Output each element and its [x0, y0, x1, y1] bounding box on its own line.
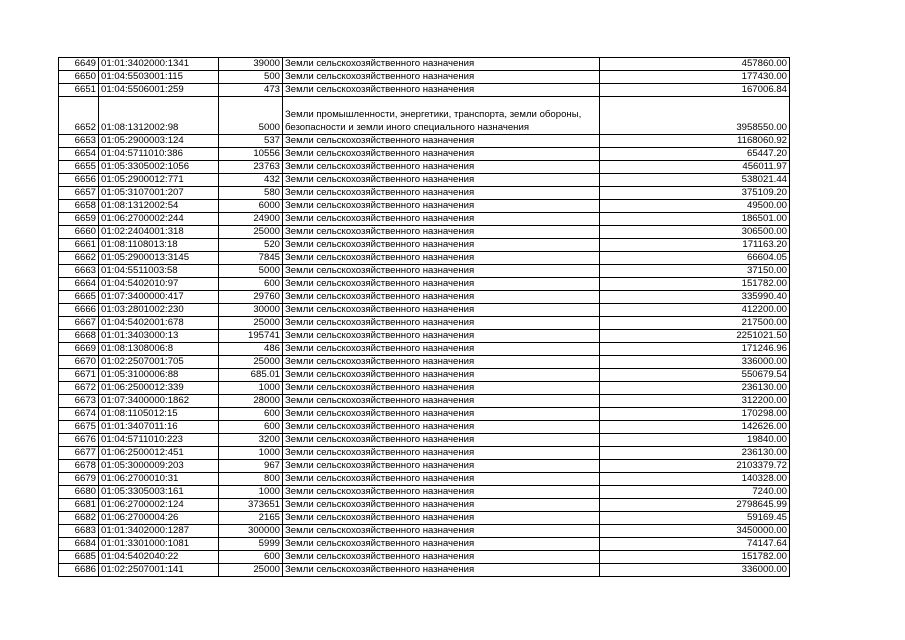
- table-row: [59, 330, 790, 343]
- table-row: [59, 473, 790, 486]
- table-row: [59, 382, 790, 395]
- plot-area: 486: [219, 343, 283, 356]
- table-row: [59, 161, 790, 174]
- land-category: Земли сельскохозяйственного назначения: [283, 421, 600, 434]
- row-number: 6679: [59, 473, 99, 486]
- plot-area: 28000: [219, 395, 283, 408]
- table-row: [59, 265, 790, 278]
- cadastral-number: 01:08:1108013:18: [99, 239, 219, 252]
- row-number: 6675: [59, 421, 99, 434]
- land-category: Земли сельскохозяйственного назначения: [283, 135, 600, 148]
- table-row: [59, 421, 790, 434]
- plot-area: 25000: [219, 356, 283, 369]
- row-number: 6671: [59, 369, 99, 382]
- cadastral-value: 171163.20: [600, 239, 790, 252]
- cadastral-number: 01:08:1312002:98: [99, 97, 219, 135]
- plot-area: 1000: [219, 447, 283, 460]
- plot-area: 10556: [219, 148, 283, 161]
- cadastral-value: 312200.00: [600, 395, 790, 408]
- cadastral-value: 538021.44: [600, 174, 790, 187]
- plot-area: 3200: [219, 434, 283, 447]
- cadastral-number: 01:06:2700004:26: [99, 512, 219, 525]
- table-row: [59, 252, 790, 265]
- row-number: 6680: [59, 486, 99, 499]
- cadastral-value: 456011.97: [600, 161, 790, 174]
- cadastral-value: 306500.00: [600, 226, 790, 239]
- plot-area: 432: [219, 174, 283, 187]
- cadastral-number: 01:06:2500012:339: [99, 382, 219, 395]
- land-category: Земли сельскохозяйственного назначения: [283, 84, 600, 97]
- land-category: Земли сельскохозяйственного назначения: [283, 226, 600, 239]
- cadastral-number: 01:05:2900012:771: [99, 174, 219, 187]
- plot-area: 39000: [219, 58, 283, 71]
- row-number: 6656: [59, 174, 99, 187]
- cadastral-value: 59169.45: [600, 512, 790, 525]
- table-row: [59, 434, 790, 447]
- row-number: 6650: [59, 71, 99, 84]
- cadastral-number: 01:05:3100006:88: [99, 369, 219, 382]
- cadastral-number: 01:02:2507001:705: [99, 356, 219, 369]
- land-category: Земли сельскохозяйственного назначения: [283, 187, 600, 200]
- plot-area: 5999: [219, 538, 283, 551]
- table-row: [59, 84, 790, 97]
- cadastral-number: 01:05:3000009:203: [99, 460, 219, 473]
- row-number: 6665: [59, 291, 99, 304]
- cadastral-value: 65447.20: [600, 148, 790, 161]
- land-category: Земли сельскохозяйственного назначения: [283, 408, 600, 421]
- row-number: 6649: [59, 58, 99, 71]
- land-category: Земли сельскохозяйственного назначения: [283, 395, 600, 408]
- land-plots-table: [58, 57, 790, 577]
- cadastral-value: 375109.20: [600, 187, 790, 200]
- cadastral-number: 01:08:1308006:8: [99, 343, 219, 356]
- land-category: Земли сельскохозяйственного назначения: [283, 252, 600, 265]
- cadastral-value: 550679.54: [600, 369, 790, 382]
- land-category: Земли сельскохозяйственного назначения: [283, 382, 600, 395]
- cadastral-number: 01:01:3402000:1287: [99, 525, 219, 538]
- land-category: Земли сельскохозяйственного назначения: [283, 71, 600, 84]
- cadastral-number: 01:01:3301000:1081: [99, 538, 219, 551]
- row-number: 6673: [59, 395, 99, 408]
- table-row: [59, 395, 790, 408]
- plot-area: 24900: [219, 213, 283, 226]
- plot-area: 600: [219, 421, 283, 434]
- plot-area: 7845: [219, 252, 283, 265]
- cadastral-value: 1168060.92: [600, 135, 790, 148]
- plot-area: 967: [219, 460, 283, 473]
- plot-area: 373651: [219, 499, 283, 512]
- land-category: Земли сельскохозяйственного назначения: [283, 499, 600, 512]
- cadastral-value: 335990.40: [600, 291, 790, 304]
- row-number: 6683: [59, 525, 99, 538]
- land-category: Земли сельскохозяйственного назначения: [283, 473, 600, 486]
- cadastral-number: 01:01:3403000:13: [99, 330, 219, 343]
- land-category: Земли сельскохозяйственного назначения: [283, 447, 600, 460]
- cadastral-number: 01:05:3305003:161: [99, 486, 219, 499]
- table-row: [59, 304, 790, 317]
- cadastral-value: 167006.84: [600, 84, 790, 97]
- plot-area: 195741: [219, 330, 283, 343]
- row-number: 6676: [59, 434, 99, 447]
- land-category: Земли сельскохозяйственного назначения: [283, 564, 600, 577]
- cadastral-number: 01:06:2700002:124: [99, 499, 219, 512]
- land-category: Земли сельскохозяйственного назначения: [283, 304, 600, 317]
- row-number: 6670: [59, 356, 99, 369]
- cadastral-number: 01:06:2700002:244: [99, 213, 219, 226]
- land-category: Земли сельскохозяйственного назначения: [283, 213, 600, 226]
- table-row: [59, 148, 790, 161]
- cadastral-value: 142626.00: [600, 421, 790, 434]
- row-number: 6658: [59, 200, 99, 213]
- plot-area: 600: [219, 408, 283, 421]
- cadastral-value: 217500.00: [600, 317, 790, 330]
- cadastral-number: 01:03:2801002:230: [99, 304, 219, 317]
- row-number: 6659: [59, 213, 99, 226]
- row-number: 6677: [59, 447, 99, 460]
- row-number: 6672: [59, 382, 99, 395]
- land-category: Земли сельскохозяйственного назначения: [283, 330, 600, 343]
- plot-area: 29760: [219, 291, 283, 304]
- cadastral-number: 01:05:3107001:207: [99, 187, 219, 200]
- table-row: [59, 187, 790, 200]
- land-category: Земли сельскохозяйственного назначения: [283, 265, 600, 278]
- cadastral-value: 336000.00: [600, 564, 790, 577]
- cadastral-number: 01:04:5711010:223: [99, 434, 219, 447]
- cadastral-number: 01:04:5402001:678: [99, 317, 219, 330]
- table-row: [59, 71, 790, 84]
- land-category: Земли сельскохозяйственного назначения: [283, 486, 600, 499]
- cadastral-number: 01:07:3400000:1862: [99, 395, 219, 408]
- land-category: Земли сельскохозяйственного назначения: [283, 434, 600, 447]
- land-category: Земли сельскохозяйственного назначения: [283, 291, 600, 304]
- table-row: [59, 512, 790, 525]
- plot-area: 30000: [219, 304, 283, 317]
- row-number: 6657: [59, 187, 99, 200]
- table-row: [59, 356, 790, 369]
- table-row: [59, 486, 790, 499]
- plot-area: 537: [219, 135, 283, 148]
- cadastral-number: 01:07:3400000:417: [99, 291, 219, 304]
- cadastral-number: 01:06:2700010:31: [99, 473, 219, 486]
- row-number: 6653: [59, 135, 99, 148]
- cadastral-number: 01:02:2507001:141: [99, 564, 219, 577]
- cadastral-value: 37150.00: [600, 265, 790, 278]
- cadastral-value: 49500.00: [600, 200, 790, 213]
- table-row: [59, 278, 790, 291]
- plot-area: 1000: [219, 382, 283, 395]
- land-category: Земли сельскохозяйственного назначения: [283, 369, 600, 382]
- table-row: [59, 239, 790, 252]
- row-number: 6654: [59, 148, 99, 161]
- land-category: Земли сельскохозяйственного назначения: [283, 148, 600, 161]
- land-category: Земли сельскохозяйственного назначения: [283, 343, 600, 356]
- row-number: 6668: [59, 330, 99, 343]
- cadastral-number: 01:04:5402040:22: [99, 551, 219, 564]
- cadastral-value: 140328.00: [600, 473, 790, 486]
- cadastral-value: 171246.96: [600, 343, 790, 356]
- cadastral-number: 01:01:3407011:16: [99, 421, 219, 434]
- cadastral-number: 01:04:5402010:97: [99, 278, 219, 291]
- plot-area: 300000: [219, 525, 283, 538]
- plot-area: 580: [219, 187, 283, 200]
- cadastral-number: 01:04:5503001:115: [99, 71, 219, 84]
- plot-area: 800: [219, 473, 283, 486]
- cadastral-number: 01:05:3305002:1056: [99, 161, 219, 174]
- plot-area: 25000: [219, 226, 283, 239]
- plot-area: 25000: [219, 317, 283, 330]
- table-row: [59, 97, 790, 135]
- table-row: [59, 525, 790, 538]
- cadastral-value: 170298.00: [600, 408, 790, 421]
- table-row: [59, 460, 790, 473]
- cadastral-value: 2103379.72: [600, 460, 790, 473]
- table-row: [59, 564, 790, 577]
- table-row: [59, 408, 790, 421]
- table-row: [59, 58, 790, 71]
- cadastral-value: 336000.00: [600, 356, 790, 369]
- plot-area: 600: [219, 551, 283, 564]
- cadastral-value: 177430.00: [600, 71, 790, 84]
- table-row: [59, 499, 790, 512]
- plot-area: 685.01: [219, 369, 283, 382]
- plot-area: 520: [219, 239, 283, 252]
- cadastral-number: 01:04:5711010:386: [99, 148, 219, 161]
- cadastral-number: 01:08:1312002:54: [99, 200, 219, 213]
- land-category: Земли сельскохозяйственного назначения: [283, 538, 600, 551]
- plot-area: 25000: [219, 564, 283, 577]
- row-number: 6664: [59, 278, 99, 291]
- row-number: 6684: [59, 538, 99, 551]
- cadastral-value: 151782.00: [600, 278, 790, 291]
- row-number: 6686: [59, 564, 99, 577]
- table-row: [59, 135, 790, 148]
- row-number: 6682: [59, 512, 99, 525]
- land-category: Земли сельскохозяйственного назначения: [283, 512, 600, 525]
- cadastral-number: 01:05:2900013:3145: [99, 252, 219, 265]
- row-number: 6651: [59, 84, 99, 97]
- land-category: Земли промышленности, энергетики, транспорта, земли обороны, безопасности и земли иного специального назначения: [283, 97, 600, 135]
- table-row: [59, 447, 790, 460]
- row-number: 6662: [59, 252, 99, 265]
- cadastral-value: 236130.00: [600, 447, 790, 460]
- table-row: [59, 213, 790, 226]
- cadastral-number: 01:01:3402000:1341: [99, 58, 219, 71]
- row-number: 6660: [59, 226, 99, 239]
- land-category: Земли сельскохозяйственного назначения: [283, 161, 600, 174]
- cadastral-number: 01:04:5506001:259: [99, 84, 219, 97]
- row-number: 6669: [59, 343, 99, 356]
- land-category: Земли сельскохозяйственного назначения: [283, 525, 600, 538]
- table-row: [59, 174, 790, 187]
- cadastral-value: 457860.00: [600, 58, 790, 71]
- table-row: [59, 200, 790, 213]
- cadastral-value: 236130.00: [600, 382, 790, 395]
- row-number: 6663: [59, 265, 99, 278]
- plot-area: 473: [219, 84, 283, 97]
- cadastral-value: 186501.00: [600, 213, 790, 226]
- cadastral-value: 74147.64: [600, 538, 790, 551]
- row-number: 6685: [59, 551, 99, 564]
- land-category: Земли сельскохозяйственного назначения: [283, 174, 600, 187]
- cadastral-number: 01:06:2500012:451: [99, 447, 219, 460]
- cadastral-value: 3958550.00: [600, 97, 790, 135]
- row-number: 6652: [59, 97, 99, 135]
- plot-area: 500: [219, 71, 283, 84]
- plot-area: 1000: [219, 486, 283, 499]
- table-row: [59, 343, 790, 356]
- land-category: Земли сельскохозяйственного назначения: [283, 239, 600, 252]
- plot-area: 2165: [219, 512, 283, 525]
- cadastral-value: 19840.00: [600, 434, 790, 447]
- table-body: [59, 58, 790, 577]
- table-row: [59, 538, 790, 551]
- row-number: 6667: [59, 317, 99, 330]
- plot-area: 600: [219, 278, 283, 291]
- table-row: [59, 226, 790, 239]
- land-category: Земли сельскохозяйственного назначения: [283, 278, 600, 291]
- cadastral-value: 2251021.50: [600, 330, 790, 343]
- row-number: 6666: [59, 304, 99, 317]
- land-category: Земли сельскохозяйственного назначения: [283, 356, 600, 369]
- cadastral-value: 66604.05: [600, 252, 790, 265]
- cadastral-number: 01:04:5511003:58: [99, 265, 219, 278]
- row-number: 6655: [59, 161, 99, 174]
- row-number: 6678: [59, 460, 99, 473]
- plot-area: 5000: [219, 97, 283, 135]
- table-row: [59, 369, 790, 382]
- cadastral-number: 01:05:2900003:124: [99, 135, 219, 148]
- plot-area: 5000: [219, 265, 283, 278]
- cadastral-number: 01:08:1105012:15: [99, 408, 219, 421]
- cadastral-value: 2798645.99: [600, 499, 790, 512]
- row-number: 6661: [59, 239, 99, 252]
- plot-area: 23763: [219, 161, 283, 174]
- table-row: [59, 551, 790, 564]
- land-category: Земли сельскохозяйственного назначения: [283, 317, 600, 330]
- land-category: Земли сельскохозяйственного назначения: [283, 200, 600, 213]
- land-category: Земли сельскохозяйственного назначения: [283, 460, 600, 473]
- cadastral-value: 412200.00: [600, 304, 790, 317]
- row-number: 6681: [59, 499, 99, 512]
- table-row: [59, 317, 790, 330]
- cadastral-number: 01:02:2404001:318: [99, 226, 219, 239]
- cadastral-value: 7240.00: [600, 486, 790, 499]
- table-row: [59, 291, 790, 304]
- cadastral-value: 151782.00: [600, 551, 790, 564]
- row-number: 6674: [59, 408, 99, 421]
- land-category: Земли сельскохозяйственного назначения: [283, 58, 600, 71]
- land-category: Земли сельскохозяйственного назначения: [283, 551, 600, 564]
- cadastral-value: 3450000.00: [600, 525, 790, 538]
- plot-area: 6000: [219, 200, 283, 213]
